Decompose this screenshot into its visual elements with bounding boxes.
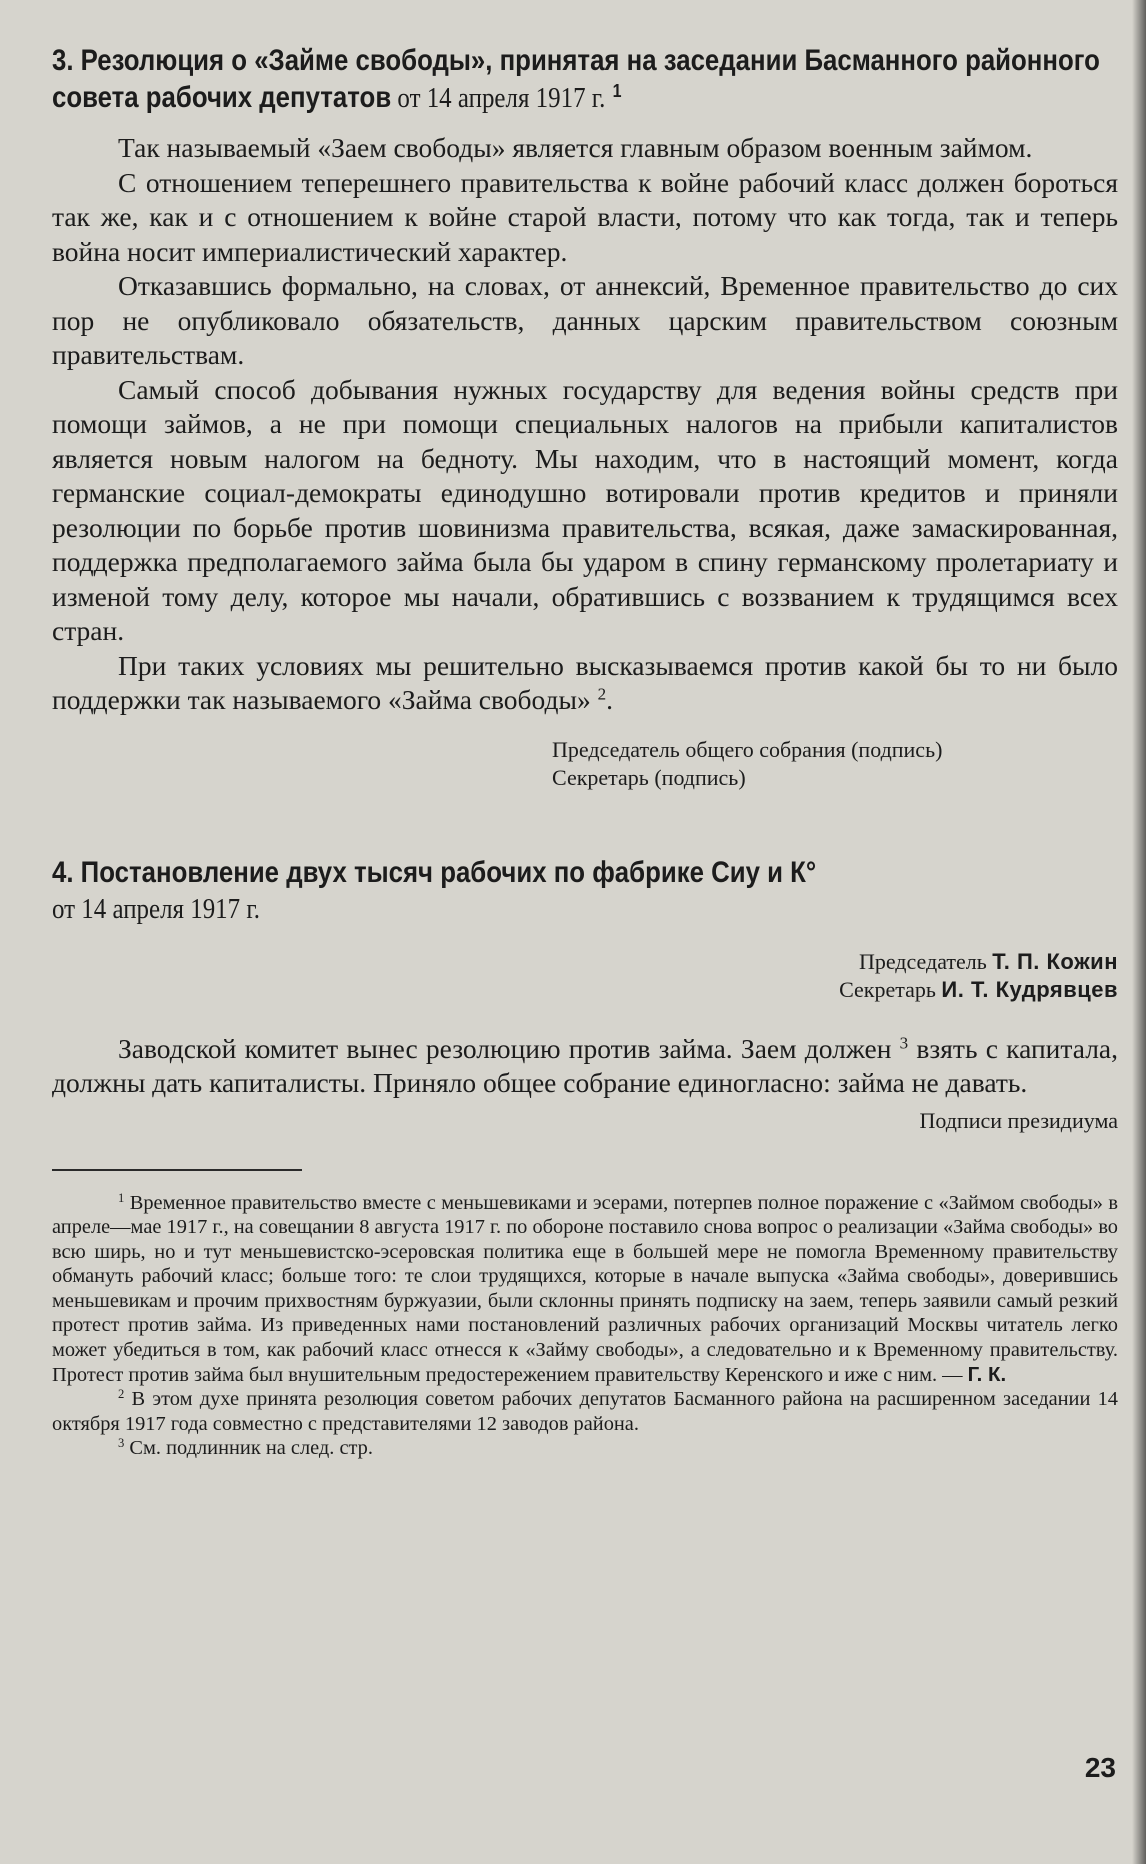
footnote-1	[52, 1191, 1118, 1388]
section-4-officers	[52, 948, 1118, 1004]
footnote-ref-2: 2	[597, 684, 607, 704]
officer-name: И. Т. Кудрявцев	[941, 976, 1118, 1002]
paragraph-final: При таких условиях мы решительно высказываемся против какой бы то ни было поддержки так называемого «Займа свободы» $^2$.	[52, 649, 1118, 715]
officer-name: Т. П. Кожин	[992, 948, 1118, 974]
footnote-2	[52, 1387, 1118, 1436]
section-3-body	[52, 131, 1118, 718]
officer-chairman	[52, 948, 1118, 976]
paragraph: Самый способ добывания нужных государству для ведения войны средств при помощи займов, а не при помощи специальных налогов на прибыли капиталистов является новым налогом на бедноту. Мы находим, что в настоящий момент, когда германские социал-демократы единодушно вотировали против кредитов и приняли резолюции по борьбе против шовинизма правительства, всякая, даже замаскированная, поддержка предполагаемого займа была бы ударом в спину германскому пролетариату и изменой тому делу, которое мы начали, обратившись с воззванием к трудящимся всех стран.	[52, 373, 1118, 646]
section-4-heading-title: 4. Постановление двух тысяч рабочих по фабрике Сиу и К°	[52, 855, 817, 889]
section-3-signatures	[552, 736, 1118, 792]
section-4-body-end: взять с капитала, должны дать капиталисты. Приняло общее собрание единогласно: займа не давать.	[52, 1032, 1118, 1098]
footnote-signature: Г. К.	[967, 1363, 1007, 1386]
section-4-heading-date: от 14 апреля 1917 г.	[52, 892, 260, 925]
footnote-3	[52, 1436, 1118, 1461]
signature-chairman: Председатель общего собрания (подпись)	[552, 736, 943, 762]
page-edge-shadow	[1132, 0, 1146, 1864]
footnote-divider	[52, 1169, 302, 1171]
footnote-number: 3	[118, 1436, 125, 1451]
officer-role: Секретарь	[839, 976, 936, 1002]
footnote-ref-1: 1	[612, 79, 622, 101]
section-3-heading	[52, 42, 1115, 117]
section-3-heading-title: 3. Резолюция о «Займе свободы», принятая на заседании Басманного районного совета рабочих депутатов	[52, 44, 1100, 114]
section-4-body	[52, 1032, 1118, 1101]
officer-secretary	[52, 976, 1118, 1004]
signature-secretary: Секретарь (подпись)	[552, 764, 746, 790]
footnote-number: 1	[118, 1190, 125, 1205]
footnote-ref-3: 3	[899, 1033, 909, 1053]
footnote-text: Временное правительство вместе с меньшевиками и эсерами, потерпев полное поражение с «Займом свободы» в апреле—мае 1917 г., на совещании 8 августа 1917 г. по обороне поставило снова вопрос о реализации «Займа свободы» во всю ширь, но и тут меньшевистско-эсеровская политика еще в большей мере не помогла Временному правительству обмануть рабочий класс; больше того: те слои трудящихся, которые в начале выпуска «Займа свободы», доверившись меньшевикам и прочим прихвостням буржуазии, были склонны принять подписку на заем, теперь заявили самый резкий протест против займа. Из приведенных нами постановлений различных рабочих организаций Москвы читатель легко может убедиться в том, как рабочий класс отнесся к «Займу свободы», а следовательно и к Временному правительству. Протест против займа был внушительным предостережением правительству Керенского и иже с ним. —	[52, 1191, 1118, 1386]
footnote-number: 2	[118, 1387, 125, 1402]
paragraph: Так называемый «Заем свободы» является главным образом военным займом.	[118, 132, 1033, 163]
page-number: 23	[1084, 1752, 1116, 1783]
footnotes	[52, 1191, 1118, 1462]
section-4-body-start: Заводской комитет вынес резолюцию против займа. Заем должен	[118, 1032, 892, 1064]
presidium-signatures: Подписи президиума	[919, 1107, 1118, 1133]
section-3-heading-date: от 14 апреля 1917 г.	[391, 82, 606, 114]
section-4-heading	[52, 854, 1115, 928]
footnote-text: См. подлинник на след. стр.	[124, 1437, 373, 1460]
paragraph: Отказавшись формально, на словах, от аннексий, Временное правительство до сих пор не опубликовало обязательств, данных царским правительством союзным правительствам.	[52, 270, 1118, 370]
paragraph: С отношением теперешнего правительства к войне рабочий класс должен бороться так же, как и с отношением к войне старой власти, потому что как тогда, так и теперь война носит империалистический характер.	[52, 166, 1118, 267]
officer-role: Председатель	[858, 948, 987, 974]
footnote-text: В этом духе принята резолюция советом рабочих депутатов Басманного района на расширенном заседании 14 октября 1917 года совместно с представителями 12 заводов района.	[52, 1388, 1118, 1435]
paragraph-final-text: При таких условиях мы решительно высказываемся против какой бы то ни было поддержки так называемого «Займа свободы»	[52, 649, 1118, 715]
